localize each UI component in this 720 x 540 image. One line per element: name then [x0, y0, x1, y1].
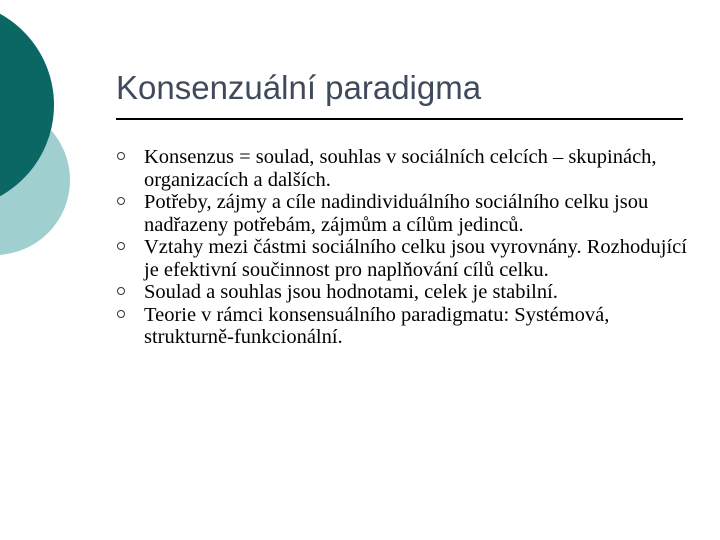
circle-bullet-icon [117, 197, 125, 205]
circle-bullet-icon [117, 287, 125, 295]
bullet-text: Potřeby, zájmy a cíle nadindividuálního sociálního celku jsou nadřazeny potřebám, zájmům a cílům jedinců. [144, 191, 649, 236]
circle-bullet-icon [117, 152, 125, 160]
list-item [113, 191, 693, 236]
list-item [113, 304, 693, 349]
bullet-text: Konsenzus = soulad, souhlas v sociálních celcích – skupinách, organizacích a dalších. [144, 146, 657, 191]
bullet-list [113, 146, 693, 349]
title-divider [116, 118, 683, 120]
list-item [113, 281, 693, 304]
slide-title: Konsenzuální paradigma [116, 69, 482, 106]
circle-bullet-icon [117, 310, 125, 318]
decorative-teal-circles [0, 0, 90, 300]
bullet-text: Vztahy mezi částmi sociálního celku jsou vyrovnány. Rozhodující je efektivní součinnost pro naplňování cílů celku. [144, 236, 687, 281]
bullet-text: Soulad a souhlas jsou hodnotami, celek je stabilní. [144, 281, 558, 303]
circle-bullet-icon [117, 242, 125, 250]
list-item [113, 146, 693, 191]
bullet-text: Teorie v rámci konsensuálního paradigmatu: Systémová, strukturně-funkcionální. [144, 303, 610, 348]
list-item [113, 236, 693, 281]
